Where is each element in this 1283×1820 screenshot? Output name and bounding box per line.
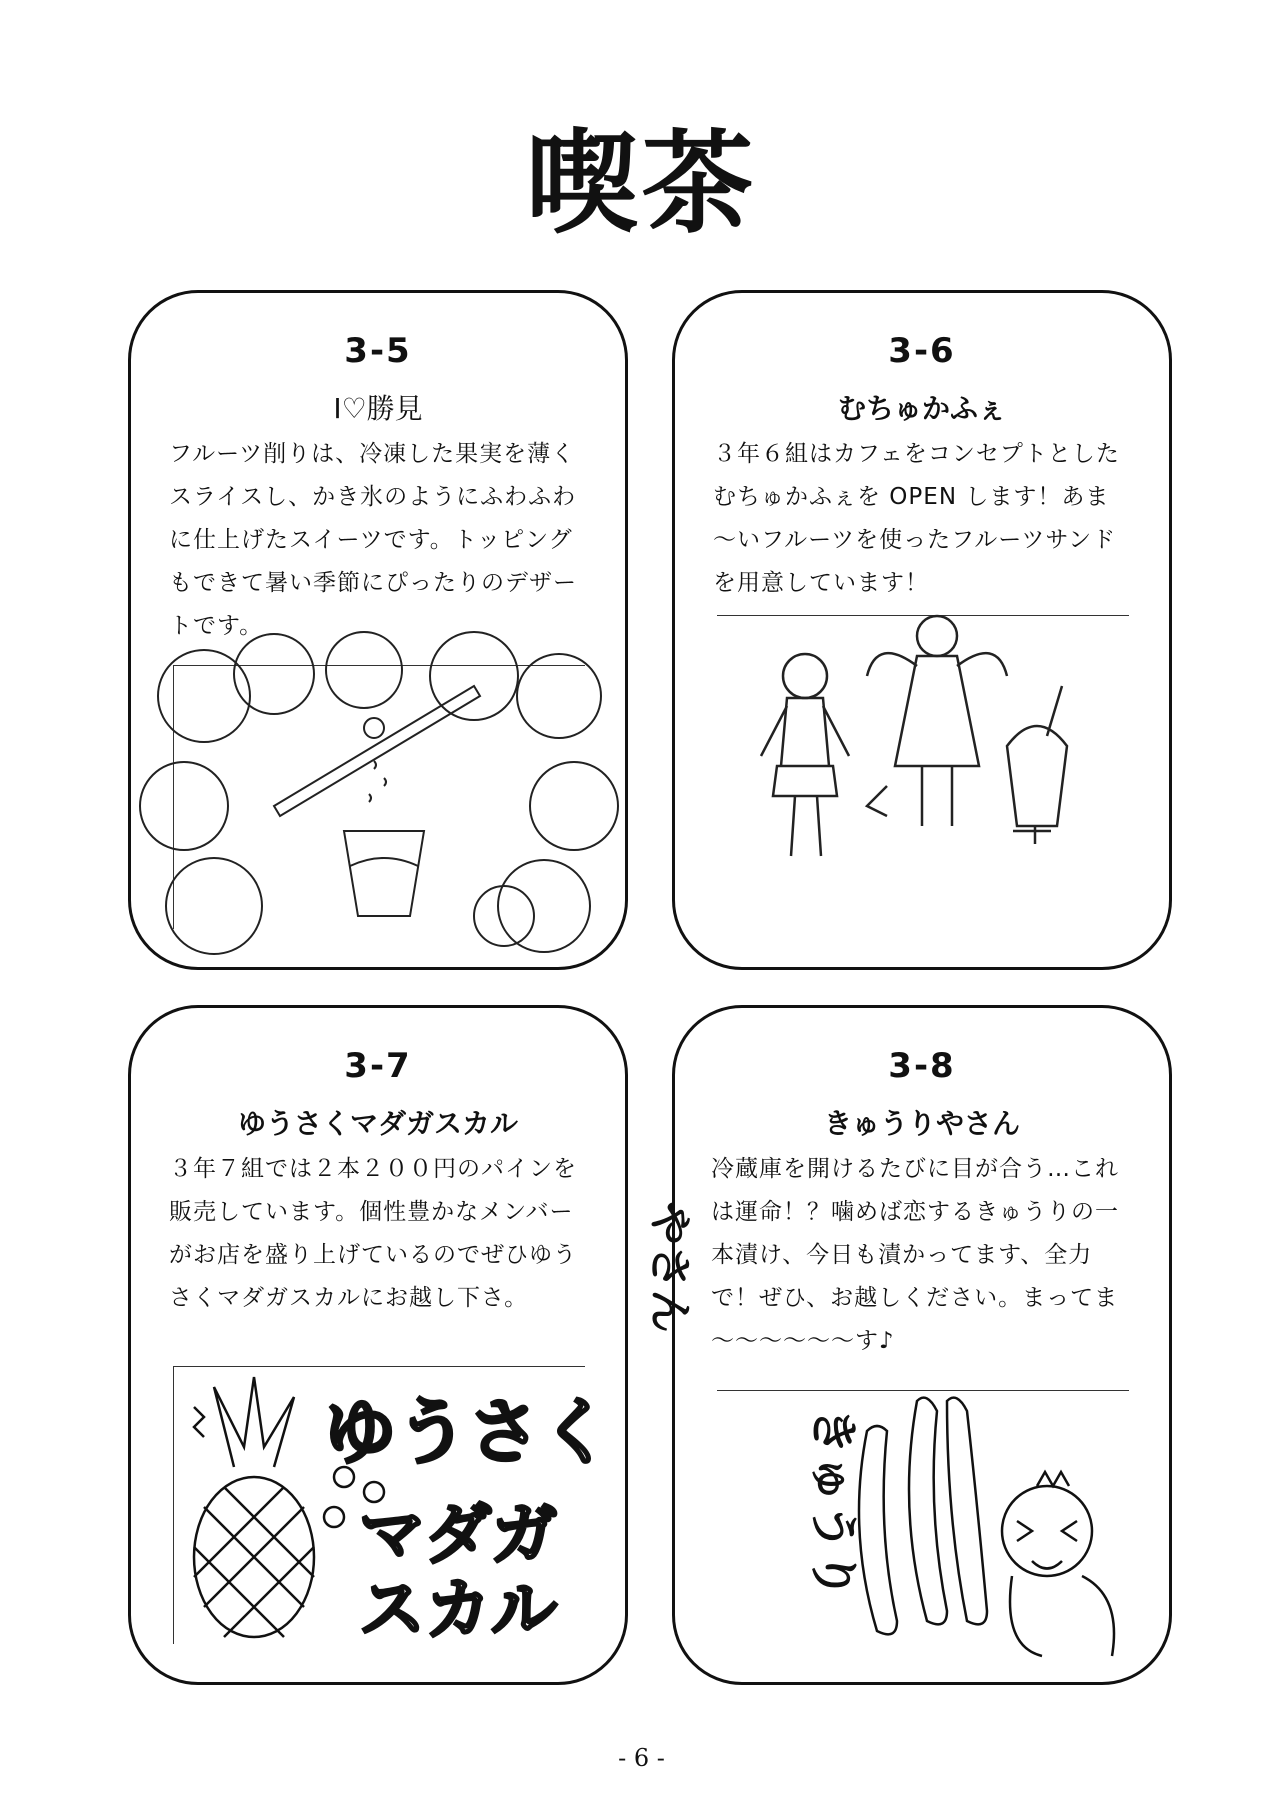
- shop-description: 冷蔵庫を開けるたびに目が合う…これは運命！？噛めば恋するきゅうりの一本漬け、今日も漬かってます、全力で！ぜひ、お越しください。まってま～～～～～～す♪: [711, 1156, 1119, 1354]
- page-number: - 6 -: [618, 1744, 665, 1772]
- pineapple-lettering-illustration: [173, 1366, 613, 1648]
- class-number: 3-8: [888, 1046, 956, 1086]
- shop-description: フルーツ削りは、冷凍した果実を薄くスライスし、かき氷のようにふわふわに仕上げたスイーツです。トッピングもできて暑い季節にぴったりのデザートです。: [169, 441, 577, 639]
- illustration-lettering-top: ゆうさく: [324, 1390, 613, 1474]
- illustration-lettering-left: やさん: [644, 1201, 695, 1333]
- shop-name: ゆうさくマダガスカル: [237, 1107, 518, 1140]
- illustration-lettering-right: きゅうり: [805, 1407, 861, 1600]
- shop-name: I♡勝見: [333, 392, 423, 425]
- card-3-7: [128, 1005, 628, 1685]
- class-number: 3-6: [888, 331, 956, 371]
- class-number: 3-7: [344, 1046, 412, 1086]
- illustration-lettering-mid: マダガ: [359, 1496, 557, 1573]
- page-title: 喫茶: [525, 119, 758, 249]
- illustration-lettering-bottom: スカル: [359, 1571, 557, 1648]
- shop-description: ３年６組はカフェをコンセプトとしたむちゅかふぇを OPEN します！あま～いフルーツを使ったフルーツサンドを用意しています！: [713, 441, 1120, 596]
- shop-name: きゅうりやさん: [823, 1107, 1020, 1140]
- card-3-5: [128, 290, 628, 970]
- class-number: 3-5: [344, 331, 412, 371]
- card-3-8: [644, 1005, 1172, 1685]
- card-3-6: [672, 290, 1172, 970]
- shop-name: むちゅかふぇ: [837, 392, 1006, 425]
- shop-description: ３年７組では２本２００円のパインを販売しています。個性豊かなメンバーがお店を盛り上げているのでぜひゆうさくマダガスカルにお越し下さ。: [169, 1156, 577, 1311]
- fruit-shaving-illustration: [173, 665, 585, 929]
- cafe-characters-illustration: [717, 615, 1129, 863]
